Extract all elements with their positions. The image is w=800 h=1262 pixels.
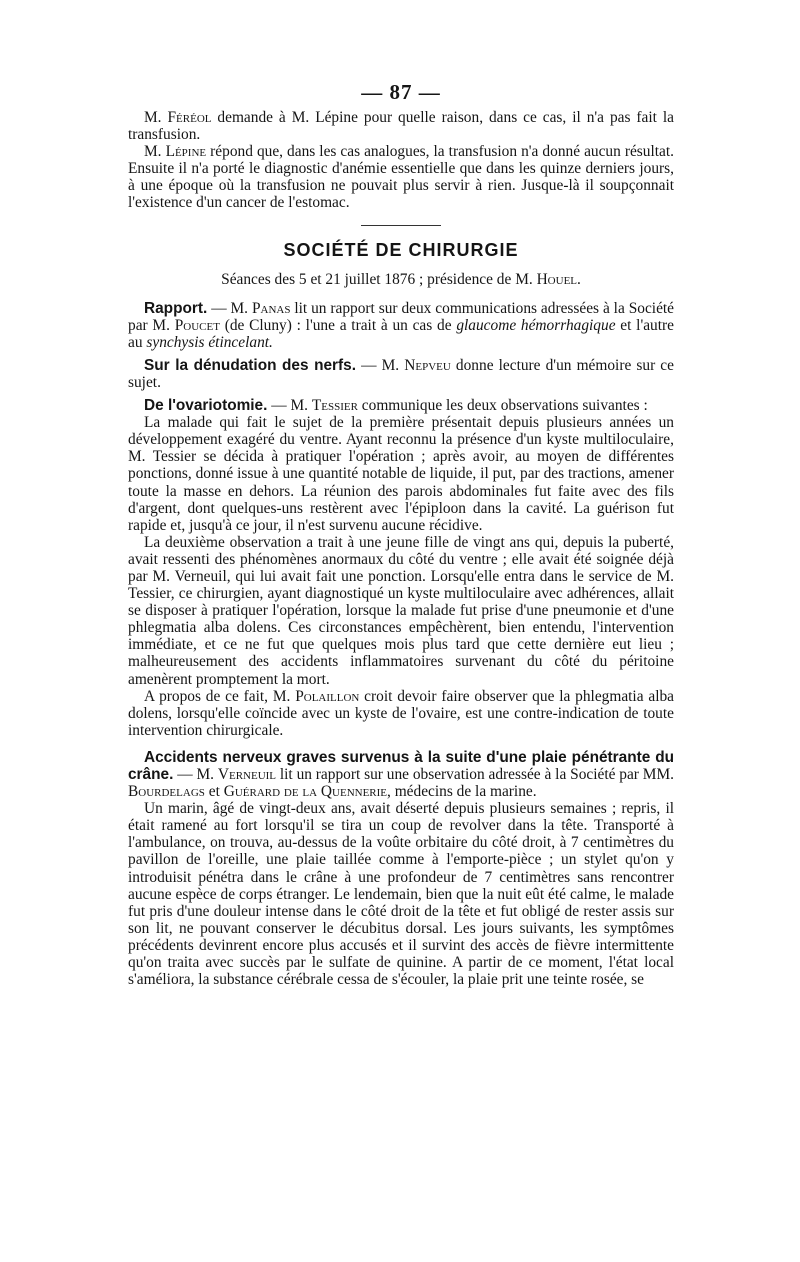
accidents-text-2: et <box>204 783 224 801</box>
name-bourdelags: Bourdelags <box>128 783 205 801</box>
polaillon-text-b: croit devoir faire observer que la phlegmatia alba dolens, lorsqu'elle coïncide avec un kyste de l'ovaire, est une contre-indication de toute intervention chirurgicale. <box>128 687 675 739</box>
paragraph-case-body: Un marin, âgé de vingt-deux ans, avait déserté depuis plusieurs semaines ; repris, il était ramené au fort lorsqu'il se tira un coup de revolver dans la tête. Transporté à l'ambulance, on trouva, au-dessus de la voûte orbitaire du côté droit, à 7 centimètres du pavillon de l'oreille, une plaie taillée comme à l'emporte-pièce ; un stylet qu'on y introduisit pénétra dans le crâne à une profondeur de 7 centimètres sans rencontrer aucune espèce de corps étranger. Le lendemain, bien que la nuit eût été calme, le malade fut pris d'une douleur intense dans le côté droit de la tête et fut obligé de rester assis sur son lit, ne pouvant conserver le décubitus dorsal. Les jours suivants, les symptômes précédents devinrent encore plus accusés et il survint des accès de fièvre intermittente qu'on traita avec succès par le sulfate de quinine. A partir de ce moment, l'état local s'améliora, la substance cérébrale cessa de s'écouler, la plaie prit une teinte rosée, se <box>128 800 674 989</box>
rapport-text-3: et l'autre au <box>128 316 674 351</box>
name-polaillon: Polaillon <box>295 687 360 705</box>
paragraph-lepine <box>128 143 674 211</box>
sep-accidents: — M. <box>173 766 218 783</box>
rapport-text-1: lit un rapport sur deux communications adressées à la Société par M. <box>128 299 675 334</box>
paragraph-ovariotomie <box>128 397 674 414</box>
paragraph-observation-2: La deuxième observation a trait à une jeune fille de vingt ans qui, depuis la puberté, avait ressenti des phénomènes anormaux du côté du ventre ; elle avait été soignée déjà par M. Verneuil, qui lui avait fait une ponction. Lorsqu'elle entra dans le service de M. Tessier, ce chirurgien, ayant diagnostiqué un kyste multiloculaire avec adhérences, allait se disposer à pratiquer l'opération, lorsque la malade fut prise d'une pneumonie et d'une phlegmatia alba dolens. Ces circonstances empêchèrent, bien entendu, l'intervention immédiate, et ce ne fut que quelques mois plus tard que cette dernière eut lieu ; malheureusement des accidents inflammatoires survenant du côté du péritoine amenèrent promptement la mort. <box>128 533 674 688</box>
heading-ovariotomie: De l'ovariotomie. <box>144 397 268 415</box>
accidents-text-3: , médecins de la marine. <box>387 783 537 801</box>
text-lepine: répond que, dans les cas analogues, la transfusion n'a donné aucun résultat. Ensuite il n'a porté le diagnostic d'anémie essentielle que dans les quinze derniers jours, à une époque où la transfusion ne pouvait plus servir à rien. Jusque-là il soupçonnait l'existence d'un cancer de l'estomac. <box>128 143 674 212</box>
name-nepveu: Nepveu <box>404 356 451 374</box>
name-guerard: Guérard de la Quennerie <box>223 783 388 801</box>
heading-rapport: Rapport. <box>144 299 208 317</box>
paragraph-fereol <box>128 109 674 143</box>
president-name: M. Houel. <box>515 270 581 288</box>
page-number: — 87 — <box>361 80 441 104</box>
section-divider <box>361 225 441 226</box>
sep-nerfs: — M. <box>356 356 405 374</box>
heading-accidents: Accidents nerveux graves survenus à la suite d'une plaie pénétrante du crâne. <box>128 748 674 783</box>
sessions-line <box>128 271 674 288</box>
paragraph-observation-1: La malade qui fait le sujet de la première présentait depuis plusieurs années un développement exagéré du ventre. Ayant reconnu la présence d'un kyste multiloculaire, M. Tessier se décida à pratiquer l'opération ; après avoir, au moyen de différentes ponctions, donné issue à une quantité notable de liquide, il put, par des tractions, amener toute la masse en dehors. La réunion des parois abdominales fut faite avec des fils d'argent, dont quelques-uns restèrent avec l'épiploon dans la cavité. La guérison fut rapide et, jusqu'à ce jour, il n'est survenu aucune récidive. <box>128 414 674 534</box>
sep-ovariotomie: — M. <box>267 397 312 415</box>
name-panas: Panas <box>251 299 291 317</box>
polaillon-text-a: A propos de ce fait, M. <box>144 687 296 705</box>
text-ovariotomie: communique les deux observations suivantes : <box>357 397 648 415</box>
text-nerfs: donne lecture d'un mémoire sur ce sujet. <box>128 356 674 391</box>
sessions-text: Séances des 5 et 21 juillet 1876 ; présidence de <box>221 270 516 288</box>
accidents-text-1: lit un rapport sur une observation adressée à la Société par MM. <box>276 766 675 783</box>
paragraph-polaillon <box>128 688 674 739</box>
term-glaucome: glaucome hémorrhagique <box>456 316 616 334</box>
term-synchysis: synchysis étincelant. <box>146 333 273 351</box>
speaker-fereol: M. Féréol <box>144 109 212 126</box>
name-tessier: Tessier <box>311 397 358 415</box>
sep-rapport: — M. <box>207 299 252 317</box>
rapport-text-2: (de Cluny) : l'une a trait à un cas de <box>219 316 457 334</box>
name-verneuil: Verneuil <box>217 766 277 783</box>
paragraph-rapport <box>128 300 674 351</box>
document-page <box>128 80 674 988</box>
text-fereol: demande à M. Lépine pour quelle raison, dans ce cas, il n'a pas fait la transfusion. <box>128 109 674 144</box>
section-title: SOCIÉTÉ DE CHIRURGIE <box>283 239 519 260</box>
paragraph-nerfs <box>128 357 674 391</box>
paragraph-accidents <box>128 749 674 800</box>
speaker-lepine: M. Lépine <box>144 143 207 161</box>
heading-nerfs: Sur la dénudation des nerfs. <box>144 356 356 374</box>
name-poucet: Poucet <box>174 316 220 334</box>
